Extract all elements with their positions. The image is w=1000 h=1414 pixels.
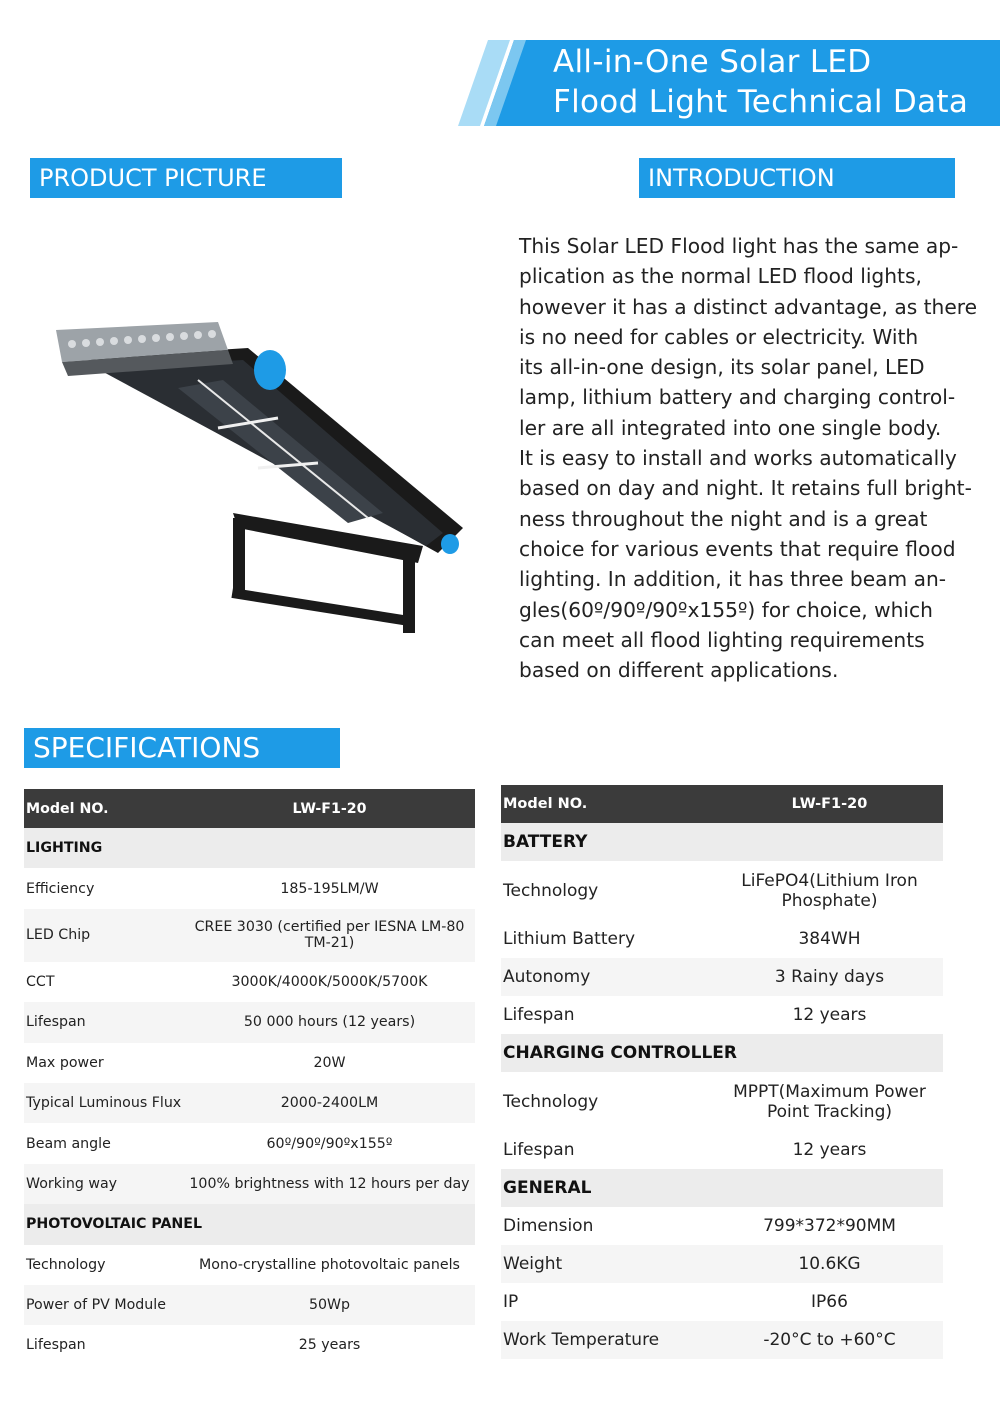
row-label: Power of PV Module: [24, 1285, 184, 1325]
intro-line: its all-in-one design, its solar panel, LED: [519, 355, 925, 380]
table-row: [501, 1283, 943, 1321]
row-value: 50 000 hours (12 years): [184, 1002, 475, 1042]
product-image: [48, 318, 468, 638]
header-label: Model NO.: [24, 789, 184, 828]
row-label: Working way: [24, 1164, 184, 1204]
section-row-general: [501, 1169, 943, 1207]
section-title: GENERAL: [501, 1169, 943, 1207]
intro-line: gles(60º/90º/90ºx155º) for choice, which: [519, 597, 933, 622]
page-title: [553, 42, 968, 122]
intro-line: lighting. In addition, it has three beam an-: [519, 567, 947, 592]
table-row: [24, 1083, 475, 1123]
table-row: [501, 1207, 943, 1245]
page-title-line2: Flood Light Technical Data: [553, 84, 969, 120]
section-row-pv: [24, 1204, 475, 1244]
row-value: 3000K/4000K/5000K/5700K: [231, 973, 428, 990]
row-value: Mono-crystalline photovoltaic panels: [199, 1256, 460, 1273]
table-row: [501, 861, 943, 920]
table-header-row: [501, 785, 943, 823]
intro-line: plication as the normal LED flood lights,: [519, 264, 922, 289]
row-label: Technology: [503, 880, 599, 901]
intro-line: is no need for cables or electricity. With: [519, 324, 919, 349]
table-row: [24, 962, 475, 1002]
intro-line: It is easy to install and works automatically: [519, 446, 957, 471]
row-value: 3 Rainy days: [716, 958, 943, 996]
row-value: 799*372*90MM: [763, 1216, 896, 1236]
table-row: [24, 1325, 475, 1365]
intro-line: can meet all flood lighting requirements: [519, 627, 925, 652]
row-label: Technology: [26, 1256, 106, 1273]
section-title: BATTERY: [501, 823, 943, 861]
title-banner: [458, 40, 1000, 126]
row-label: Lifespan: [24, 1002, 184, 1042]
row-label: Lifespan: [503, 1005, 575, 1025]
row-label: IP: [503, 1292, 519, 1312]
intro-line: ler are all integrated into one single body.: [519, 415, 942, 440]
section-row-lighting: [24, 828, 475, 868]
row-value: 12 years: [792, 1005, 867, 1025]
introduction-heading: INTRODUCTION: [639, 158, 955, 198]
row-label: Typical Luminous Flux: [24, 1083, 184, 1123]
lighting-spec-table: [24, 789, 475, 1366]
row-label: Max power: [26, 1054, 104, 1071]
table-header-row: [24, 789, 475, 828]
row-label: Autonomy: [501, 958, 716, 996]
battery-spec-table: [501, 785, 943, 1359]
row-value: 185-195LM/W: [280, 880, 379, 897]
row-value: 384WH: [798, 929, 861, 949]
row-value: 12 years: [792, 1140, 867, 1160]
row-label: Weight: [501, 1245, 716, 1283]
section-title: LIGHTING: [24, 828, 475, 868]
row-label: Efficiency: [26, 880, 95, 897]
product-picture-heading: PRODUCT PICTURE: [30, 158, 342, 198]
row-label: Technology: [503, 1091, 599, 1112]
row-value: CREE 3030 (certified per IESNA LM-80 TM-21): [184, 909, 475, 962]
intro-line: based on different applications.: [519, 658, 839, 683]
table-row: [501, 920, 943, 958]
page-title-line1: All-in-One Solar LED: [553, 44, 872, 80]
row-label: Beam angle: [26, 1135, 111, 1152]
table-row: [24, 1043, 475, 1083]
row-value: IP66: [811, 1292, 848, 1312]
row-value: 100% brightness with 12 hours per day: [184, 1164, 475, 1204]
row-value: 2000-2400LM: [184, 1083, 475, 1123]
table-row: [501, 958, 943, 996]
row-label: Lithium Battery: [503, 929, 636, 949]
row-value: 25 years: [298, 1337, 361, 1354]
row-label: Work Temperature: [501, 1321, 716, 1359]
intro-line: based on day and night. It retains full bright-: [519, 476, 972, 501]
row-value: 20W: [313, 1054, 346, 1071]
row-value: 50Wp: [184, 1285, 475, 1325]
table-row: [24, 1123, 475, 1163]
intro-line: however it has a distinct advantage, as there: [519, 294, 978, 319]
table-row: [24, 909, 475, 962]
table-row: [501, 996, 943, 1034]
header-value: LW-F1-20: [716, 785, 943, 823]
table-row: [501, 1131, 943, 1169]
section-title: CHARGING CONTROLLER: [501, 1034, 943, 1072]
table-row: [501, 1245, 943, 1283]
section-title: PHOTOVOLTAIC PANEL: [24, 1204, 475, 1244]
row-value: 10.6KG: [716, 1245, 943, 1283]
table-row: [501, 1072, 943, 1131]
intro-line: ness throughout the night and is a great: [519, 506, 928, 531]
table-row: [24, 868, 475, 908]
table-row: [24, 1245, 475, 1285]
row-label: Lifespan: [26, 1337, 86, 1354]
header-label: Model NO.: [501, 785, 716, 823]
row-value: LiFePO4(Lithium Iron Phosphate): [741, 870, 918, 911]
section-row-battery: [501, 823, 943, 861]
table-row: [24, 1285, 475, 1325]
section-row-charging: [501, 1034, 943, 1072]
table-row: [24, 1164, 475, 1204]
intro-line: choice for various events that require flood: [519, 536, 956, 561]
row-label: CCT: [26, 973, 55, 990]
row-label: Dimension: [503, 1216, 594, 1236]
row-value: 60º/90º/90ºx155º: [266, 1135, 393, 1152]
table-row: [501, 1321, 943, 1359]
specifications-heading: SPECIFICATIONS: [24, 728, 340, 768]
table-row: [24, 1002, 475, 1042]
introduction-text: [519, 231, 978, 685]
intro-line: This Solar LED Flood light has the same ap-: [519, 234, 959, 258]
header-value: LW-F1-20: [184, 789, 475, 828]
row-value: MPPT(Maximum Power Point Tracking): [733, 1081, 926, 1122]
row-value: -20°C to +60°C: [716, 1321, 943, 1359]
row-label: Lifespan: [503, 1140, 575, 1160]
intro-line: lamp, lithium battery and charging control-: [519, 385, 956, 410]
row-label: LED Chip: [24, 909, 184, 962]
